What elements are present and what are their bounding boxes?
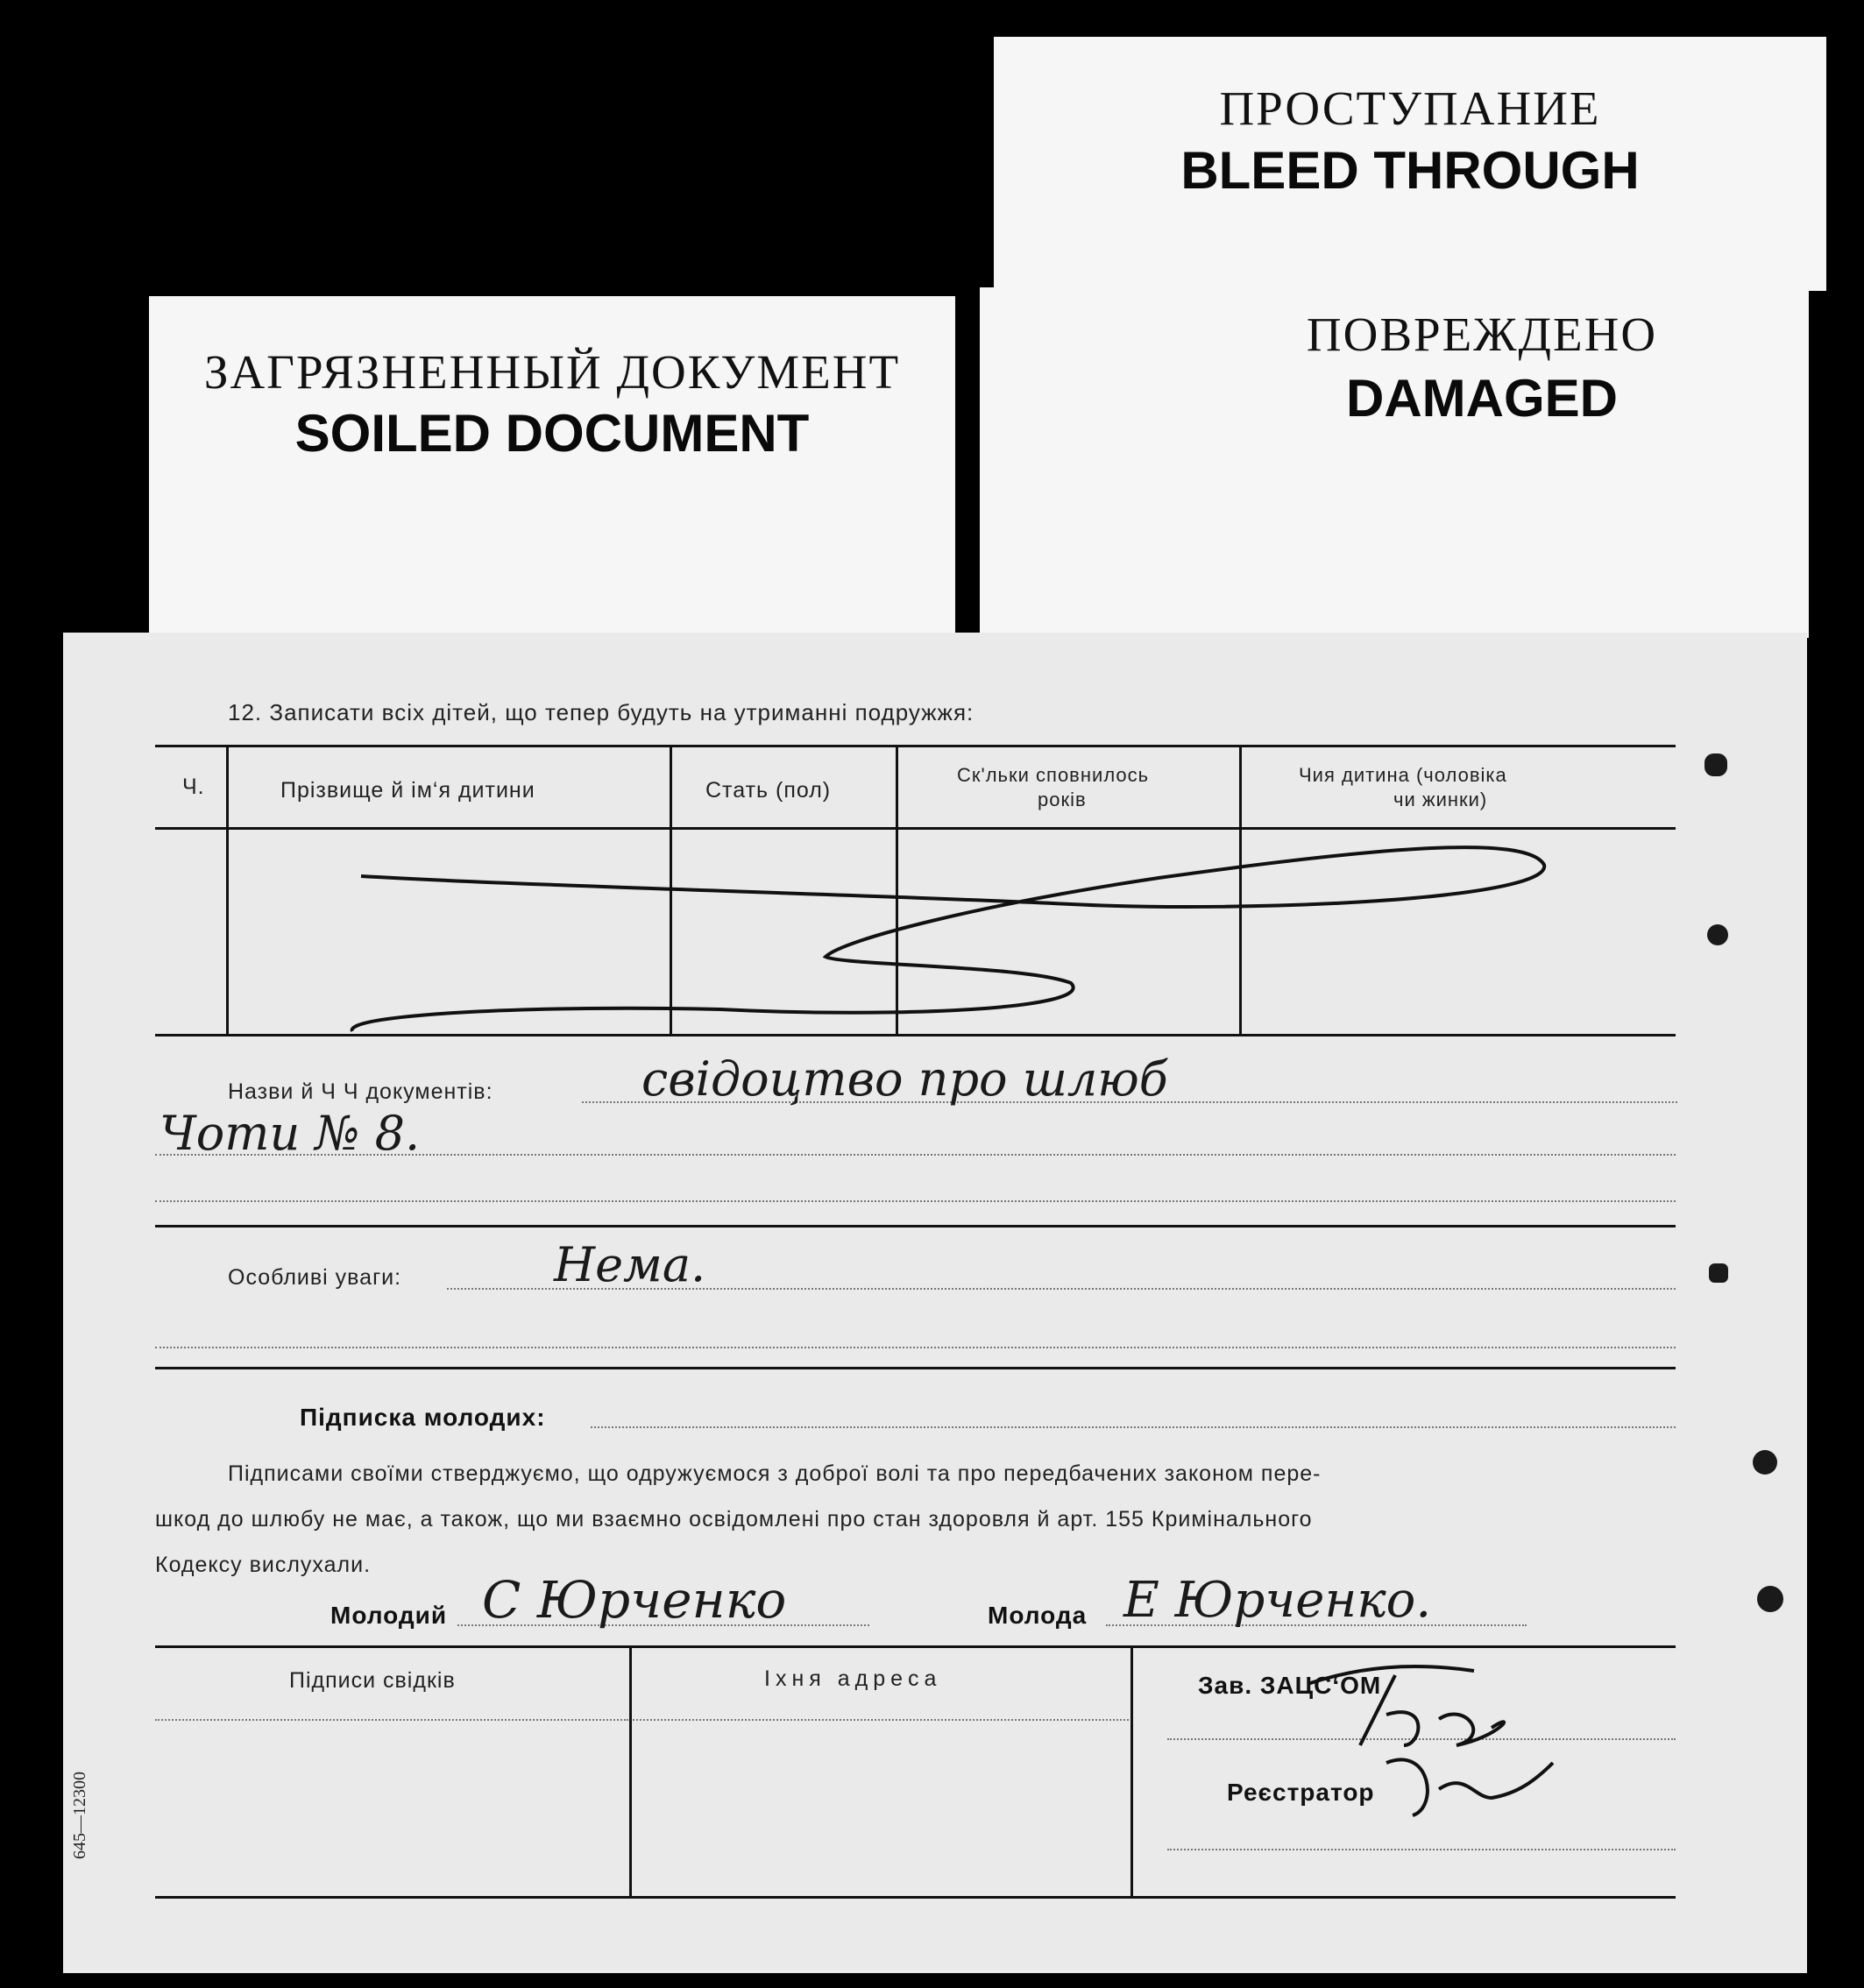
notes-value: Нема.: [554, 1237, 706, 1292]
notes-label: Особливі уваги:: [228, 1265, 402, 1290]
groom-label: Молодий: [330, 1602, 448, 1629]
documents-value-1: свідоцтво про шлюб: [641, 1051, 1168, 1107]
declaration-line-3: Кодексу вислухали.: [155, 1553, 372, 1577]
header-child-name: Прізвище й ім‘я дитини: [280, 778, 535, 803]
subscription-label: Підписка молодих:: [300, 1404, 546, 1431]
official-signature: [1290, 1649, 1658, 1824]
registrar-line: [1167, 1849, 1676, 1850]
declaration-line-1: Підписами своїми стверджуємо, що одружуємося з доброї волі та про передбачених законом пере-: [228, 1461, 1322, 1486]
section-title: 12. Записати всіх дітей, що тепер будуть на утриманні подружжя:: [228, 699, 975, 725]
witness-bottom-rule: [155, 1896, 1676, 1899]
bride-signature: Е Юрченко.: [1123, 1572, 1432, 1629]
damaged-card: [980, 287, 1809, 638]
documents-line-3: [155, 1200, 1676, 1202]
documents-label: Назви й Ч Ч документів:: [228, 1079, 493, 1104]
soiled-document-card: [149, 296, 955, 638]
soiled-ru: ЗАГРЯЗНЕННЫЙ ДОКУМЕНТ: [203, 345, 901, 399]
header-age-1: Ск'льки сповнилось: [957, 764, 1150, 786]
witness-top-rule: [155, 1645, 1676, 1648]
binding-hole-5: [1709, 1263, 1728, 1283]
documents-value-2: Чоти № 8.: [159, 1106, 421, 1161]
witnesses-label: Підписи свідків: [289, 1668, 456, 1693]
notes-rule: [155, 1367, 1676, 1369]
print-code: 645—12300: [70, 1772, 89, 1859]
registrar-label: Реєстратор: [1227, 1779, 1375, 1806]
header-whose-1: Чия дитина (чоловіка: [1299, 764, 1507, 786]
header-whose-2: чи жинки): [1393, 789, 1488, 810]
damaged-ru: ПОВРЕЖДЕНО: [1306, 308, 1658, 361]
subscription-line: [591, 1426, 1676, 1428]
binding-hole-4: [1757, 1586, 1783, 1612]
damaged-en: DAMAGED: [1346, 369, 1618, 428]
bleed-through-ru: ПРОСТУПАНИЕ: [1219, 81, 1601, 135]
witness-line-1: [155, 1719, 628, 1721]
header-age-2: років: [1038, 789, 1087, 810]
witness-divider-2: [1130, 1645, 1133, 1896]
cancellation-flourish: [282, 817, 1553, 1036]
col-divider-1: [226, 745, 229, 1036]
bleed-through-en: BLEED THROUGH: [1180, 141, 1640, 200]
groom-signature: С Юрченко: [482, 1570, 787, 1630]
binding-hole-3: [1753, 1450, 1777, 1475]
table-top-rule: [155, 745, 1676, 747]
witness-divider-1: [629, 1645, 632, 1896]
head-label: Зав. ЗАЦС‘ОМ: [1198, 1672, 1382, 1699]
address-line-1: [633, 1719, 1129, 1721]
notes-line-2: [155, 1347, 1676, 1348]
binding-hole-1: [1705, 753, 1727, 776]
soiled-en: SOILED DOCUMENT: [294, 404, 810, 463]
marriage-record-form: [63, 633, 1807, 1973]
binding-hole-2: [1707, 924, 1728, 945]
address-label: Іхня адреса: [764, 1666, 942, 1691]
declaration-line-2: шкод до шлюбу не має, а також, що ми взаємно освідомлені про стан здоровля й арт. 155 Кримінального: [155, 1507, 1313, 1532]
bride-label: Молода: [988, 1602, 1088, 1629]
documents-rule: [155, 1225, 1676, 1227]
bleed-through-card: [994, 37, 1826, 291]
header-sex: Стать (пол): [705, 778, 832, 803]
header-num: Ч.: [182, 775, 205, 799]
